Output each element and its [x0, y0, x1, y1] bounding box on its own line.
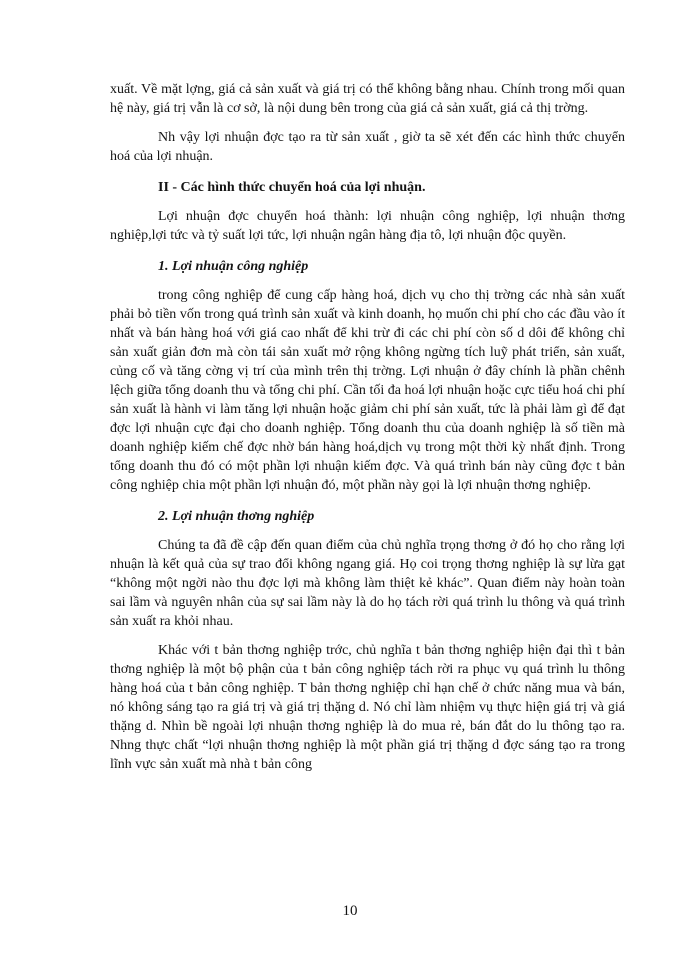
document-page: [110, 80, 625, 774]
paragraph-transition: Nh vậy lợi nhuận đợc tạo ra từ sản xuất , giờ ta sẽ xét đến các hình thức chuyển hoá của lợi nhuận.: [110, 130, 625, 164]
page-number: 10: [342, 903, 358, 919]
subheading-commercial-profit: 2. Lợi nhuận thơng nghiệp: [158, 509, 315, 524]
paragraph-modern-commercial-capital: Khác với t bản thơng nghiệp trớc, chủ nghĩa t bản thơng nghiệp hiện đại thì t bản thơng nghiệp là một bộ phận của t bản công nghiệp tách rời ra phục vụ quá trình lu thông hàng hoá của t bản công nghiệp. T bản thơng nghiệp chỉ hạn chế ở chức năng mua và bán, nó không sáng tạo ra giá trị và giá trị thặng d. Nó chỉ làm nhiệm vụ thực hiện giá trị và giá thặng d. Nhìn bề ngoài lợi nhuận thơng nghiệp là do mua rẻ, bán đắt do lu thông tạo ra. Nhng thực chất “lợi nhuận thơng nghiệp là một phần giá trị thặng d đợc sáng tạo ra trong lĩnh vực sản xuất mà nhà t bản công: [110, 643, 625, 772]
paragraph-forms-intro: Lợi nhuận đợc chuyển hoá thành: lợi nhuận công nghiệp, lợi nhuận thơng nghiệp,lợi tức và tỷ suất lợi tức, lợi nhuận ngân hàng địa tô, lợi nhuận độc quyền.: [110, 209, 625, 243]
paragraph-industrial-profit: trong công nghiệp để cung cấp hàng hoá, dịch vụ cho thị trờng các nhà sản xuất phải bỏ tiền vốn trong quá trình sản xuất và kinh doanh, họ muốn chi phí cho các đầu vào ít nhất và bán hàng hoá với giá cao nhất để khi trừ đi các chi phí còn số d dôi để không chỉ sản xuất giản đơn mà còn tái sản xuất mở rộng không ngừng tích luỹ phát triển, sản xuất, củng cố và tăng cờng vị trí của mình trên thị trờng. Lợi nhuận ở đây chính là phần chênh lệch giữa tổng doanh thu và tổng chi phí. Cần tối đa hoá lợi nhuận hoặc cực tiểu hoá chi phí sản xuất là hành vi làm tăng lợi nhuận hoặc giảm chi phí sản xuất, tức là phải làm gì để đạt đợc lợi nhuận cực đại cho doanh nghiệp. Tổng doanh thu của doanh nghiệp là số tiền mà doanh nghiệp kiếm chế đợc nhờ bán hàng hoá,dịch vụ trong một thời kỳ nhất định. Trong tổng doanh thu đó có một phần lợi nhuận kiếm đợc. Và quá trình bán này cũng đợc t bản công nghiệp chia một phần lợi nhuận đó, một phần này gọi là lợi nhuận thơng nghiệp.: [110, 288, 625, 493]
paragraph-continuation: xuất. Về mặt lợng, giá cả sản xuất và giá trị có thể không bằng nhau. Chính trong mối quan hệ này, giá trị vẫn là cơ sở, là nội dung bên trong của giá cả sản xuất, giá cả thị trờng.: [110, 82, 625, 116]
subheading-industrial-profit: 1. Lợi nhuận công nghiệp: [158, 259, 309, 274]
paragraph-mercantilism: Chúng ta đã đề cập đến quan điểm của chủ nghĩa trọng thơng ở đó họ cho rằng lợi nhuận là kết quả của sự trao đổi không ngang giá. Họ coi trọng thơng nghiệp là sự lừa gạt “không một ngời nào thu đợc lợi mà không làm thiệt kẻ khác”. Quan điểm này hoàn toàn sai lầm và nguyên nhân của sự sai lầm này là do họ tách rời quá trình lu thông và quá trình sản xuất ra khỏi nhau.: [110, 538, 625, 629]
section-heading-ii: II - Các hình thức chuyển hoá của lợi nhuận.: [158, 180, 426, 195]
